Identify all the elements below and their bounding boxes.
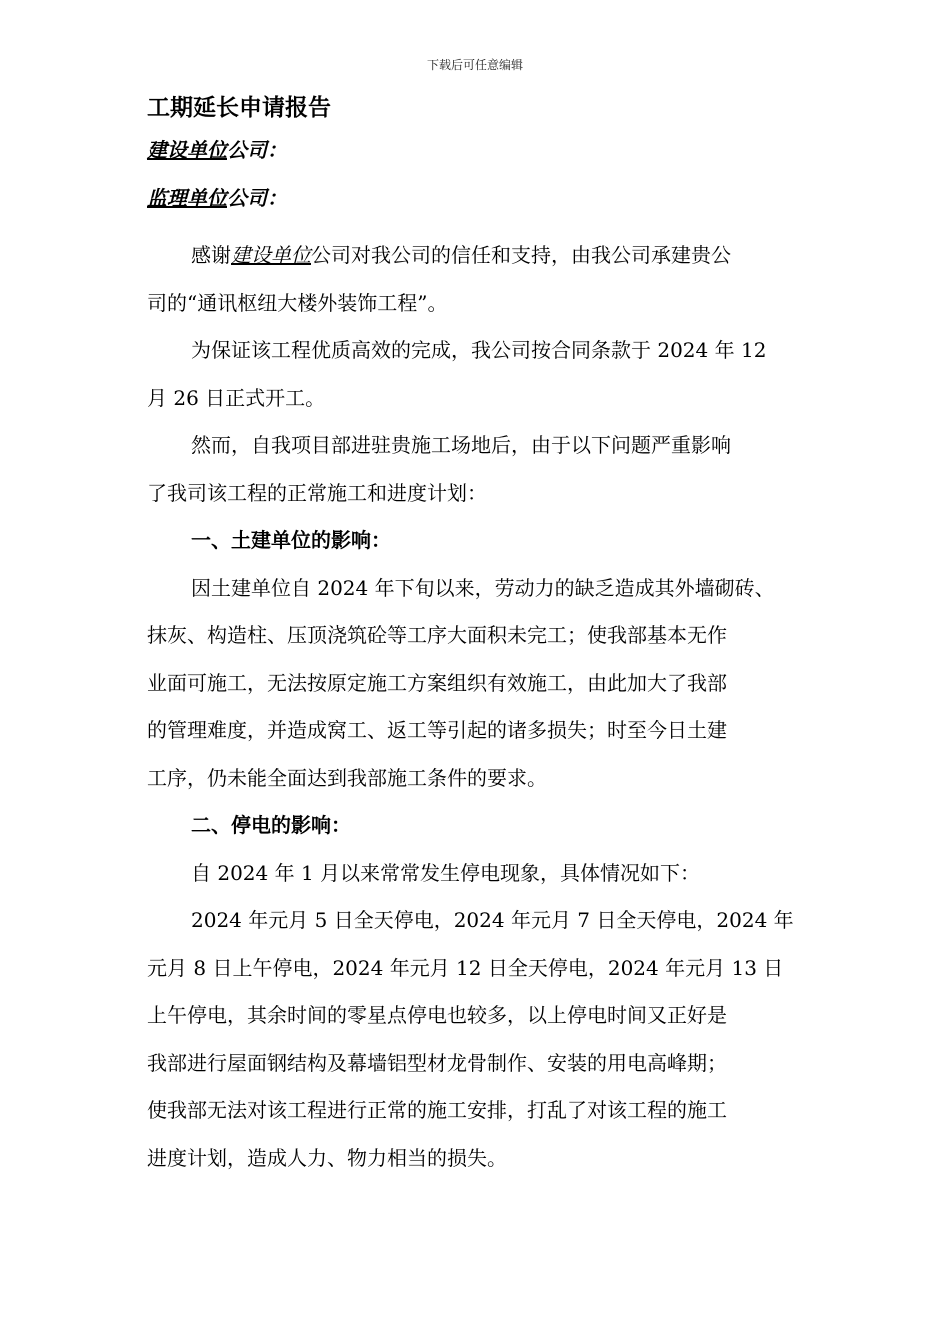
section-1-line-1: 因土建单位自 2024 年下旬以来，劳动力的缺乏造成其外墙砌砖、 [191, 575, 775, 600]
intro-prefix: 感谢 [191, 243, 231, 267]
intro-owner-name: 建设单位 [231, 243, 311, 267]
section-1-line-5: 工序，仍未能全面达到我部施工条件的要求。 [147, 765, 547, 790]
addressee-owner-name: 建设单位 [147, 138, 227, 162]
addressee-owner [147, 136, 827, 164]
addressee-supervisor [147, 184, 827, 212]
document-title: 工期延长申请报告 [147, 94, 331, 121]
issue-paragraph [147, 422, 827, 517]
intro-paragraph [147, 232, 827, 327]
section-1-line-4: 的管理难度，并造成窝工、返工等引起的诸多损失；时至今日土建 [147, 718, 727, 742]
intro-line-1-rest: 公司对我公司的信任和支持，由我公司承建贵公 [311, 243, 731, 267]
issue-line-1: 然而，自我项目部进驻贵施工场地后，由于以下问题严重影响 [191, 433, 731, 457]
section-2-line-6: 进度计划，造成人力、物力相当的损失。 [147, 1145, 507, 1170]
start-paragraph [147, 327, 827, 422]
page-header-note: 下载后可任意编辑 [426, 58, 523, 72]
section-2-line-5: 使我部无法对该工程进行正常的施工安排，打乱了对该工程的施工 [147, 1098, 727, 1122]
section-1-line-2: 抹灰、构造柱、压顶浇筑砼等工序大面积未完工；使我部基本无作 [147, 623, 727, 647]
section-1-paragraph [147, 565, 827, 803]
section-1-line-3: 业面可施工，无法按原定施工方案组织有效施工，由此加大了我部 [147, 670, 727, 695]
intro-line-1 [147, 232, 827, 280]
addressee-owner-suffix: 公司： [227, 138, 287, 162]
section-2-line-2: 元月 8 日上午停电，2024 年元月 12 日全天停电，2024 年元月 13 日 [147, 955, 784, 980]
section-2-intro-line: 自 2024 年 1 月以来常常发生停电现象，具体情况如下： [191, 860, 701, 885]
section-2-line-4: 我部进行屋面钢结构及幕墙铝型材龙骨制作、安装的用电高峰期； [147, 1050, 727, 1075]
section-2-paragraph [147, 897, 827, 1182]
section-1-heading: 一、土建单位的影响： [191, 528, 391, 552]
section-2-intro [147, 850, 827, 898]
intro-line-2: 司的“通讯枢纽大楼外装饰工程”。 [147, 290, 448, 315]
section-2-line-3: 上午停电，其余时间的零星点停电也较多，以上停电时间又正好是 [147, 1003, 727, 1027]
document-body [147, 90, 827, 1182]
start-line-1: 为保证该工程优质高效的完成，我公司按合同条款于 2024 年 12 [191, 338, 767, 362]
section-2-heading: 二、停电的影响： [191, 813, 351, 837]
issue-line-2: 了我司该工程的正常施工和进度计划： [147, 480, 487, 505]
section-2-line-1: 2024 年元月 5 日全天停电，2024 年元月 7 日全天停电，2024 年 [191, 908, 794, 932]
addressee-supervisor-suffix: 公司： [227, 186, 287, 210]
start-line-2: 月 26 日正式开工。 [147, 385, 326, 410]
addressee-supervisor-name: 监理单位 [147, 186, 227, 210]
